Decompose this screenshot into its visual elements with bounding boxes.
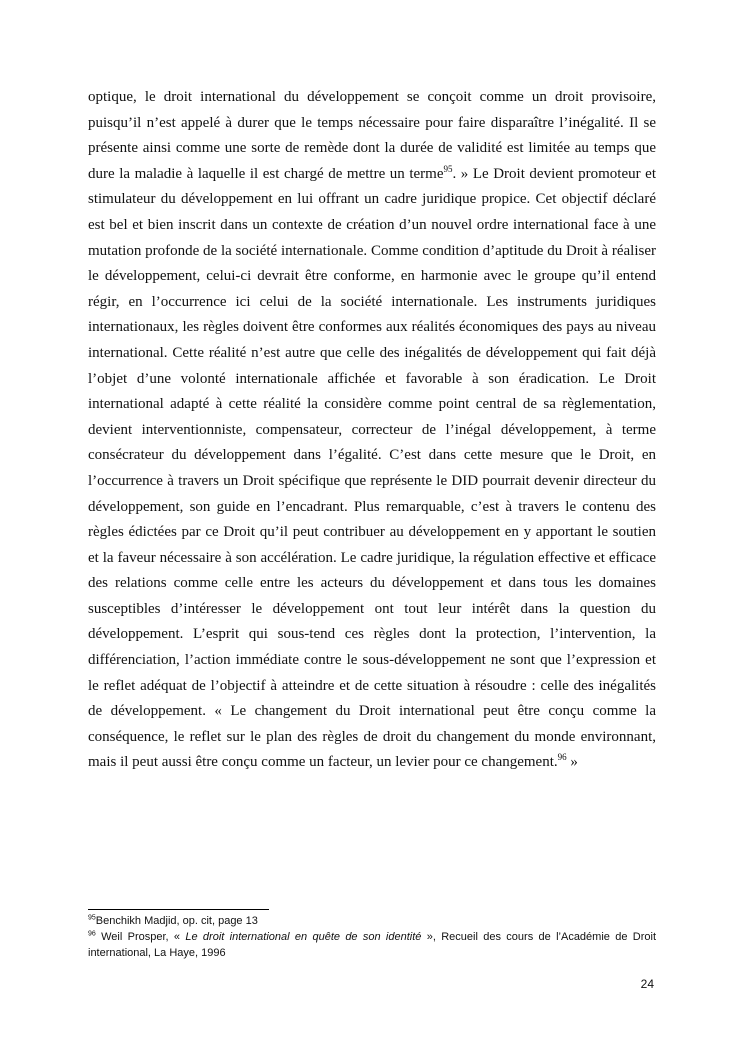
footnote-cited-title: Le droit international en quête de son identité — [185, 931, 422, 943]
footnote-ref-95[interactable]: 95 — [443, 163, 453, 174]
footnote-number: 96 — [88, 930, 96, 938]
page-number: 24 — [640, 977, 654, 991]
footnote-text-post: », Recueil des cours de l’Académie de Droit international, La Haye, 1996 — [88, 931, 656, 959]
footnote-number: 95 — [88, 914, 96, 922]
footnote-96 — [88, 929, 656, 961]
footnote-text: Benchikh Madjid, op. cit, page 13 — [95, 915, 258, 927]
body-text-part-1: optique, le droit international du développement se conçoit comme un droit provisoire, puisqu’il n’est appelé à durer que le temps nécessaire pour faire disparaître l’inégalité. Il se présente ainsi comme une sorte de remède dont la durée de validité est limitée au temps que dure la maladie à laquelle il est chargé de mettre un terme — [88, 89, 656, 182]
footnotes — [88, 913, 656, 961]
body-text-part-2: . » Le Droit devient promoteur et stimulateur du développement en lui offrant un cadre juridique propice. Cet objectif déclaré est bel et bien inscrit dans un contexte de création d’un nouvel ordre international face à une mutation profonde de la société internationale. Comme condition d’aptitude du Droit à réaliser le développement, celui-ci devrait être conforme, en harmonie avec le groupe qu’il entend régir, en l’occurrence ici celui de la société internationale. Les instruments juridiques internationaux, les règles doivent être conformes aux réalités économiques des pays au niveau international. Cette réalité n’est autre que celle des inégalités de développement qui fait déjà l’objet d’une volonté internationale affichée et favorable à son éradication. Le Droit international adapté à cette réalité la considère comme point central de sa règlementation, devient interventionniste, compensateur, correcteur de l’inégal développement, à terme consécrateur du développement dans l’égalité. C’est dans cette mesure que le Droit, en l’occurrence à travers un Droit spécifique que représente le DID pourrait devenir directeur du développement, son guide en l’encadrant. Plus remarquable, c’est à travers le contenu des règles édictées par ce Droit qu’il peut contribuer au développement en y apportant le soutien et la faveur nécessaire à son accélération. Le cadre juridique, la régulation effective et efficace des relations comme celle entre les acteurs du développement et dans tous les domaines susceptibles d’intéresser le développement ont tout leur intérêt dans la question du développement. L’esprit qui sous-tend ces règles dont la protection, l’intervention, la différenciation, l’action immédiate contre le sous-développement ne sont que l’expression et le reflet adéquat de l’objectif à atteindre et de cette situation à résoudre : celle des inégalités de développement. « Le changement du Droit international peut être conçu comme la conséquence, le reflet sur le plan des règles de droit du changement du monde environnant, mais il peut aussi être conçu comme un facteur, un levier pour ce changement. — [88, 165, 656, 771]
footnote-separator — [88, 909, 269, 910]
footnote-95 — [88, 913, 656, 929]
body-paragraph — [88, 85, 656, 776]
footnote-ref-96[interactable]: 96 — [557, 752, 567, 763]
body-text-part-3: » — [566, 754, 578, 771]
footnote-text-pre: Weil Prosper, « — [95, 931, 186, 943]
